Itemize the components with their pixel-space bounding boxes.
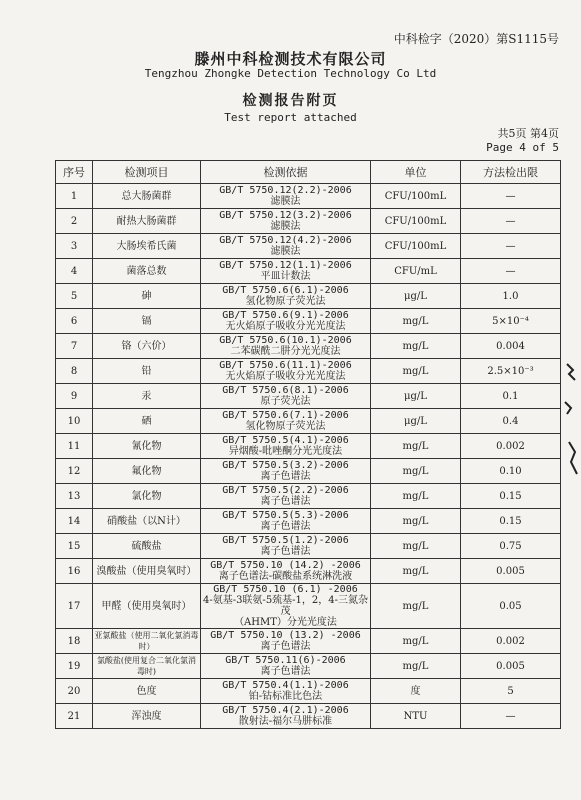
row-number: 9 bbox=[56, 384, 93, 409]
test-item: 甲醛（使用臭氧时） bbox=[93, 584, 201, 629]
table-header-row bbox=[56, 161, 561, 184]
detection-limit: 5 bbox=[461, 679, 561, 704]
detection-limit: 0.05 bbox=[461, 584, 561, 629]
method-name: 离子色谱法 bbox=[260, 666, 311, 677]
method-standard: GB/T 5750.4(2.1)-2006 bbox=[222, 705, 349, 716]
unit: mg/L bbox=[371, 334, 461, 359]
test-item: 氯酸盐(使用复合二氧化氯消毒时) bbox=[93, 654, 201, 679]
method-name: 异烟酸-吡唑酮分光光度法 bbox=[228, 446, 343, 457]
method-standard: GB/T 5750.10 (14.2) -2006 bbox=[210, 560, 361, 571]
test-method bbox=[201, 534, 371, 559]
unit: mg/L bbox=[371, 359, 461, 384]
unit: μg/L bbox=[371, 409, 461, 434]
method-name: 离子色谱法 bbox=[260, 496, 311, 507]
test-method bbox=[201, 434, 371, 459]
unit: mg/L bbox=[371, 584, 461, 629]
table-row bbox=[56, 679, 561, 704]
test-method bbox=[201, 509, 371, 534]
row-number: 18 bbox=[56, 629, 93, 654]
method-name: 离子色谱法 bbox=[260, 521, 311, 532]
document-number: 中科检字（2020）第S1115号 bbox=[393, 32, 559, 46]
method-name: 无火焰原子吸收分光光度法 bbox=[225, 321, 346, 332]
method-name: 氢化物原子荧光法 bbox=[245, 296, 326, 307]
test-item: 大肠埃希氏菌 bbox=[93, 234, 201, 259]
detection-limit: 0.4 bbox=[461, 409, 561, 434]
unit: CFU/100mL bbox=[371, 184, 461, 209]
unit: mg/L bbox=[371, 459, 461, 484]
table-row bbox=[56, 284, 561, 309]
method-name: 平皿计数法 bbox=[260, 271, 311, 282]
table-row bbox=[56, 409, 561, 434]
detection-limit: 0.15 bbox=[461, 509, 561, 534]
test-item: 氟化物 bbox=[93, 459, 201, 484]
row-number: 17 bbox=[56, 584, 93, 629]
row-number: 1 bbox=[56, 184, 93, 209]
method-standard: GB/T 5750.10 (13.2) -2006 bbox=[210, 630, 361, 641]
test-method bbox=[201, 484, 371, 509]
test-method bbox=[201, 679, 371, 704]
table-row bbox=[56, 654, 561, 679]
table-row bbox=[56, 434, 561, 459]
test-item: 镉 bbox=[93, 309, 201, 334]
test-method bbox=[201, 704, 371, 729]
method-standard: GB/T 5750.6(11.1)-2006 bbox=[219, 360, 352, 371]
method-standard: GB/T 5750.10 (6.1) -2006 bbox=[213, 584, 358, 595]
table-row bbox=[56, 184, 561, 209]
test-item: 色度 bbox=[93, 679, 201, 704]
unit: 度 bbox=[371, 679, 461, 704]
method-standard: GB/T 5750.5(4.1)-2006 bbox=[222, 435, 349, 446]
test-item: 亚氯酸盐（使用二氧化氯消毒时） bbox=[93, 629, 201, 654]
column-header-limit: 方法检出限 bbox=[461, 161, 561, 184]
test-method bbox=[201, 459, 371, 484]
method-standard: GB/T 5750.12(2.2)-2006 bbox=[219, 185, 352, 196]
method-name: 离子色谱法 bbox=[260, 641, 311, 652]
row-number: 4 bbox=[56, 259, 93, 284]
unit: mg/L bbox=[371, 534, 461, 559]
test-item: 氰化物 bbox=[93, 434, 201, 459]
method-name: 散射法-福尔马肼标准 bbox=[238, 716, 333, 727]
page-info bbox=[486, 127, 559, 155]
unit: CFU/100mL bbox=[371, 209, 461, 234]
method-standard: GB/T 5750.5(1.2)-2006 bbox=[222, 535, 349, 546]
test-item: 耐热大肠菌群 bbox=[93, 209, 201, 234]
method-standard: GB/T 5750.5(5.3)-2006 bbox=[222, 510, 349, 521]
row-number: 14 bbox=[56, 509, 93, 534]
row-number: 19 bbox=[56, 654, 93, 679]
row-number: 15 bbox=[56, 534, 93, 559]
method-standard: GB/T 5750.4(1.1)-2006 bbox=[222, 680, 349, 691]
method-name: 离子色谱法-碳酸盐系统淋洗液 bbox=[218, 571, 353, 582]
method-name: 滤膜法 bbox=[270, 246, 301, 257]
method-name: 离子色谱法 bbox=[260, 546, 311, 557]
method-name: 滤膜法 bbox=[270, 221, 301, 232]
test-method bbox=[201, 409, 371, 434]
detection-limit: 0.1 bbox=[461, 384, 561, 409]
unit: mg/L bbox=[371, 559, 461, 584]
table-row bbox=[56, 459, 561, 484]
method-name: 铂-钴标准比色法 bbox=[248, 691, 323, 702]
table-row bbox=[56, 559, 561, 584]
test-item: 硒 bbox=[93, 409, 201, 434]
detection-limit: 0.004 bbox=[461, 334, 561, 359]
row-number: 11 bbox=[56, 434, 93, 459]
unit: mg/L bbox=[371, 629, 461, 654]
detection-limit: 5×10⁻⁴ bbox=[461, 309, 561, 334]
seal-edge-mark bbox=[559, 362, 579, 482]
table-row bbox=[56, 359, 561, 384]
test-item: 浑浊度 bbox=[93, 704, 201, 729]
method-name-continued: （AHMT）分光光度法 bbox=[234, 617, 337, 628]
test-item: 铅 bbox=[93, 359, 201, 384]
unit: μg/L bbox=[371, 384, 461, 409]
method-name: 离子色谱法 bbox=[260, 471, 311, 482]
page-info-en: Page 4 of 5 bbox=[486, 141, 559, 154]
table-row bbox=[56, 209, 561, 234]
organization-name-en: Tengzhou Zhongke Detection Technology Co Ltd bbox=[144, 67, 437, 80]
detection-limit: — bbox=[461, 209, 561, 234]
method-name: 4-氨基-3联氨-5巯基-1，2，4-三氮杂茂 bbox=[202, 595, 369, 617]
test-item: 溴酸盐（使用臭氧时） bbox=[93, 559, 201, 584]
table-row bbox=[56, 629, 561, 654]
unit: mg/L bbox=[371, 434, 461, 459]
test-method bbox=[201, 359, 371, 384]
row-number: 5 bbox=[56, 284, 93, 309]
method-standard: GB/T 5750.6(10.1)-2006 bbox=[219, 335, 352, 346]
row-number: 6 bbox=[56, 309, 93, 334]
test-item: 铬（六价） bbox=[93, 334, 201, 359]
detection-limit: — bbox=[461, 704, 561, 729]
table-row bbox=[56, 584, 561, 629]
row-number: 21 bbox=[56, 704, 93, 729]
detection-limit: 0.005 bbox=[461, 654, 561, 679]
unit: mg/L bbox=[371, 509, 461, 534]
test-item: 汞 bbox=[93, 384, 201, 409]
test-method bbox=[201, 309, 371, 334]
test-item: 总大肠菌群 bbox=[93, 184, 201, 209]
unit: mg/L bbox=[371, 654, 461, 679]
test-method bbox=[201, 654, 371, 679]
method-standard: GB/T 5750.6(7.1)-2006 bbox=[222, 410, 349, 421]
test-item: 硝酸盐（以N计） bbox=[93, 509, 201, 534]
unit: NTU bbox=[371, 704, 461, 729]
row-number: 12 bbox=[56, 459, 93, 484]
column-header-method: 检测依据 bbox=[201, 161, 371, 184]
row-number: 3 bbox=[56, 234, 93, 259]
test-method bbox=[201, 384, 371, 409]
row-number: 7 bbox=[56, 334, 93, 359]
table-row bbox=[56, 534, 561, 559]
detection-limit: 0.10 bbox=[461, 459, 561, 484]
detection-limit: 0.002 bbox=[461, 434, 561, 459]
column-header-unit: 单位 bbox=[371, 161, 461, 184]
method-standard: GB/T 5750.5(3.2)-2006 bbox=[222, 460, 349, 471]
test-item: 硫酸盐 bbox=[93, 534, 201, 559]
report-title-en: Test report attached bbox=[224, 111, 357, 124]
method-name: 滤膜法 bbox=[270, 196, 301, 207]
table-row bbox=[56, 484, 561, 509]
unit: μg/L bbox=[371, 284, 461, 309]
row-number: 20 bbox=[56, 679, 93, 704]
test-method bbox=[201, 584, 371, 629]
unit: mg/L bbox=[371, 484, 461, 509]
method-standard: GB/T 5750.12(4.2)-2006 bbox=[219, 235, 352, 246]
test-method bbox=[201, 234, 371, 259]
table-row bbox=[56, 384, 561, 409]
table-row bbox=[56, 309, 561, 334]
method-standard: GB/T 5750.6(9.1)-2006 bbox=[222, 310, 349, 321]
detection-limit: — bbox=[461, 184, 561, 209]
test-items-table bbox=[55, 160, 561, 729]
row-number: 2 bbox=[56, 209, 93, 234]
test-method bbox=[201, 284, 371, 309]
table-row bbox=[56, 234, 561, 259]
column-header-item: 检测项目 bbox=[93, 161, 201, 184]
test-method bbox=[201, 259, 371, 284]
detection-limit: 0.15 bbox=[461, 484, 561, 509]
organization-name-cn: 滕州中科检测技术有限公司 bbox=[194, 50, 387, 68]
detection-limit: 2.5×10⁻³ bbox=[461, 359, 561, 384]
method-name: 二苯碳酰二肼分光光度法 bbox=[230, 346, 341, 357]
row-number: 10 bbox=[56, 409, 93, 434]
test-item: 氯化物 bbox=[93, 484, 201, 509]
method-standard: GB/T 5750.6(6.1)-2006 bbox=[222, 285, 349, 296]
method-name: 原子荧光法 bbox=[260, 396, 311, 407]
test-method bbox=[201, 559, 371, 584]
row-number: 13 bbox=[56, 484, 93, 509]
table-row bbox=[56, 704, 561, 729]
method-standard: GB/T 5750.6(8.1)-2006 bbox=[222, 385, 349, 396]
unit: CFU/mL bbox=[371, 259, 461, 284]
unit: mg/L bbox=[371, 309, 461, 334]
unit: CFU/100mL bbox=[371, 234, 461, 259]
detection-limit: — bbox=[461, 234, 561, 259]
test-method bbox=[201, 334, 371, 359]
method-standard: GB/T 5750.12(1.1)-2006 bbox=[219, 260, 352, 271]
detection-limit: 0.002 bbox=[461, 629, 561, 654]
method-name: 无火焰原子吸收分光光度法 bbox=[225, 371, 346, 382]
test-method bbox=[201, 629, 371, 654]
table-row bbox=[56, 334, 561, 359]
method-standard: GB/T 5750.12(3.2)-2006 bbox=[219, 210, 352, 221]
detection-limit: — bbox=[461, 259, 561, 284]
detection-limit: 0.005 bbox=[461, 559, 561, 584]
row-number: 8 bbox=[56, 359, 93, 384]
row-number: 16 bbox=[56, 559, 93, 584]
table-row bbox=[56, 259, 561, 284]
test-item: 菌落总数 bbox=[93, 259, 201, 284]
method-standard: GB/T 5750.11(6)-2006 bbox=[225, 655, 346, 666]
method-standard: GB/T 5750.5(2.2)-2006 bbox=[222, 485, 349, 496]
test-item: 砷 bbox=[93, 284, 201, 309]
report-title-cn: 检测报告附页 bbox=[242, 93, 339, 109]
method-name: 氢化物原子荧光法 bbox=[245, 421, 326, 432]
test-method bbox=[201, 209, 371, 234]
test-method bbox=[201, 184, 371, 209]
detection-limit: 1.0 bbox=[461, 284, 561, 309]
detection-limit: 0.75 bbox=[461, 534, 561, 559]
column-header-no: 序号 bbox=[56, 161, 93, 184]
table-row bbox=[56, 509, 561, 534]
page-info-cn: 共5页 第4页 bbox=[497, 127, 559, 140]
